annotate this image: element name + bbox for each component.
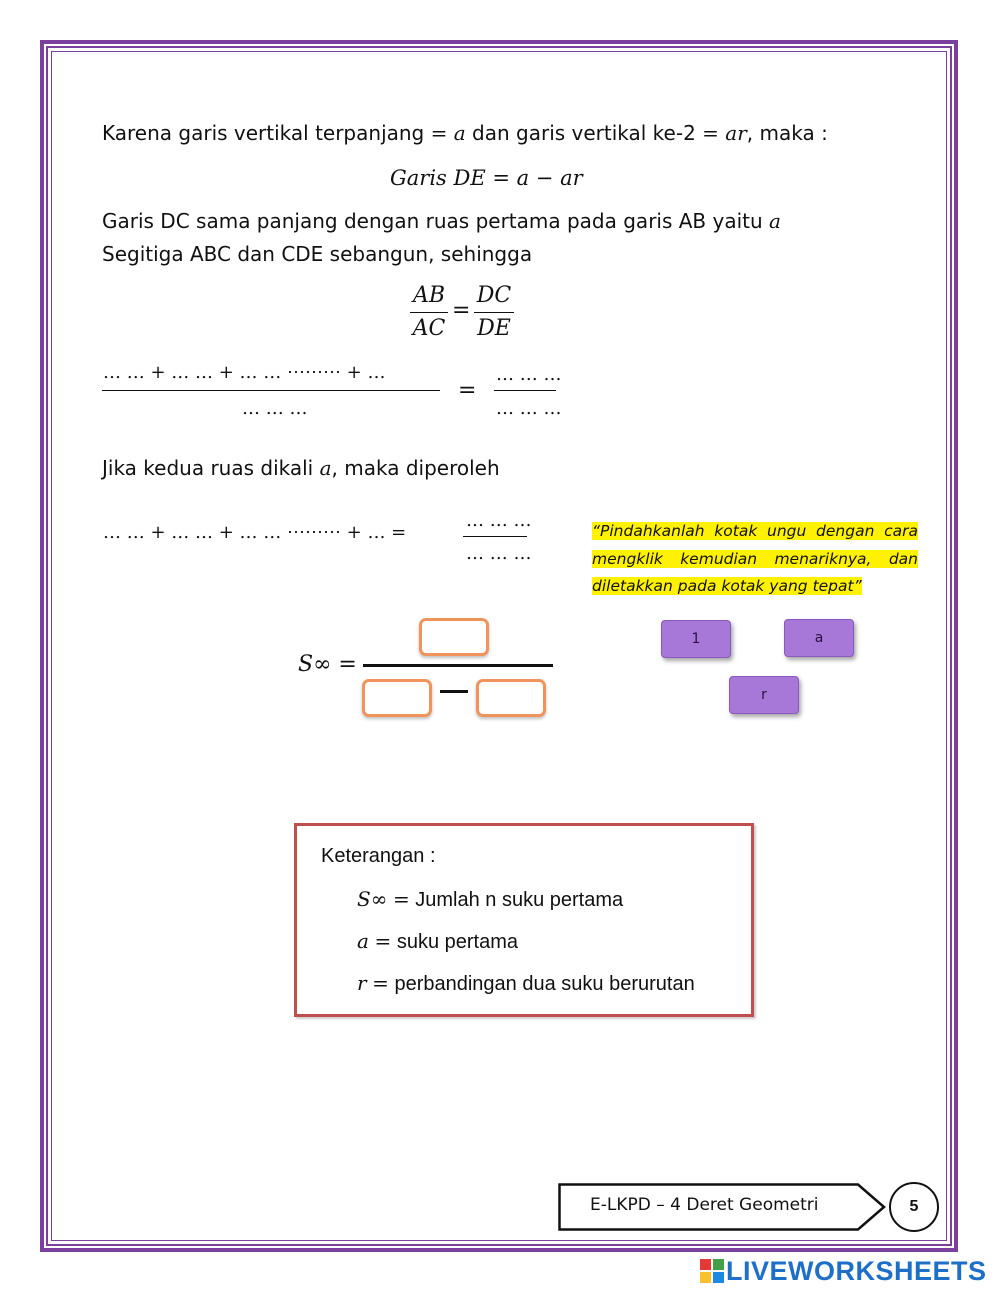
multiply-line (102, 456, 500, 480)
intro-line (102, 121, 828, 145)
blank-eq2-lhs: … … + … … + … … ⋯⋯⋯ + … = (103, 522, 407, 543)
legend-equals: = (374, 929, 392, 953)
blank-eq1-right-den: … … … (496, 398, 562, 419)
blank-eq2-right-den: … … … (466, 543, 532, 564)
blank-eq1-right-bar (494, 390, 556, 391)
brand-name: LIVEWORKSHEETS (726, 1255, 987, 1286)
intro-var-ar: ar (725, 121, 747, 145)
footer-label: E-LKPD – 4 Deret Geometri (590, 1195, 819, 1215)
legend-description: suku pertama (396, 931, 518, 953)
intro-var-a: a (453, 121, 466, 145)
formula-minus-sign (440, 690, 468, 693)
blank-eq2-right-bar (463, 536, 527, 537)
dc-line (102, 209, 781, 233)
page-number: 5 (889, 1182, 939, 1232)
brand-icon (700, 1259, 724, 1283)
legend-item (357, 929, 518, 954)
de-formula: Garis DE = a − ar (390, 166, 583, 190)
legend-item (357, 887, 623, 912)
footer-tag (558, 1183, 888, 1231)
intro-text-3: , maka : (746, 121, 828, 145)
blank-eq2-right-num: … … … (466, 510, 532, 531)
legend-item (357, 971, 695, 996)
legend-title: Keterangan : (321, 845, 436, 867)
ratio-left-fraction (410, 280, 448, 345)
draggable-tile-a[interactable]: a (784, 619, 854, 657)
ratio-right-fraction (474, 280, 514, 345)
legend-box (294, 823, 754, 1017)
legend-description: perbandingan dua suku berurutan (394, 973, 695, 995)
ratio-num-dc: DC (476, 283, 512, 308)
ratio-equals: = (452, 298, 471, 323)
multiply-var: a (319, 456, 332, 480)
legend-symbol: r (357, 971, 367, 995)
ratio-den-de: DE (477, 316, 511, 341)
intro-text-1: Karena garis vertikal terpanjang (102, 121, 425, 145)
blank-eq1-equals: = (458, 378, 477, 403)
draggable-tile-1[interactable]: 1 (661, 620, 731, 658)
legend-equals: = (372, 971, 389, 995)
blank-eq1-bar (102, 390, 440, 391)
drop-box-denominator-right[interactable] (476, 679, 546, 717)
drop-box-numerator[interactable] (419, 618, 489, 656)
legend-symbol: S∞ (357, 887, 388, 911)
blank-eq1-right-num: … … … (496, 364, 562, 385)
dc-line-var: a (769, 209, 781, 233)
multiply-text-2: , maka diperoleh (331, 456, 500, 480)
ratio-num-ab: AB (412, 283, 446, 308)
multiply-text-1: Jika kedua ruas dikali (102, 456, 314, 480)
drop-box-denominator-left[interactable] (362, 679, 432, 717)
blank-eq1-numerator: … … + … … + … … ⋯⋯⋯ + … (103, 362, 386, 383)
ratio-den-ac: AC (412, 316, 446, 341)
legend-description: Jumlah n suku pertama (415, 889, 624, 911)
brand-logo (700, 1257, 987, 1285)
intro-text-2: dan garis vertikal ke-2 (472, 121, 696, 145)
drag-instruction (592, 518, 918, 601)
dc-line-text: Garis DC sama panjang dengan ruas pertama pada garis AB yaitu (102, 209, 763, 233)
formula-fraction-bar (363, 664, 553, 667)
drag-instruction-text: “Pindahkanlah kotak ungu dengan cara mengklik kemudian menariknya, dan diletakkan pada kotak yang tepat” (592, 522, 918, 595)
draggable-tile-r[interactable]: r (729, 676, 799, 714)
legend-symbol: a (357, 929, 369, 953)
intro-equals-2: = (702, 121, 719, 145)
similar-line: Segitiga ABC dan CDE sebangun, sehingga (102, 242, 533, 266)
intro-equals-1: = (430, 121, 448, 145)
legend-equals: = (392, 887, 410, 911)
formula-label: S∞ = (298, 652, 357, 677)
blank-eq1-denominator: … … … (242, 398, 308, 419)
